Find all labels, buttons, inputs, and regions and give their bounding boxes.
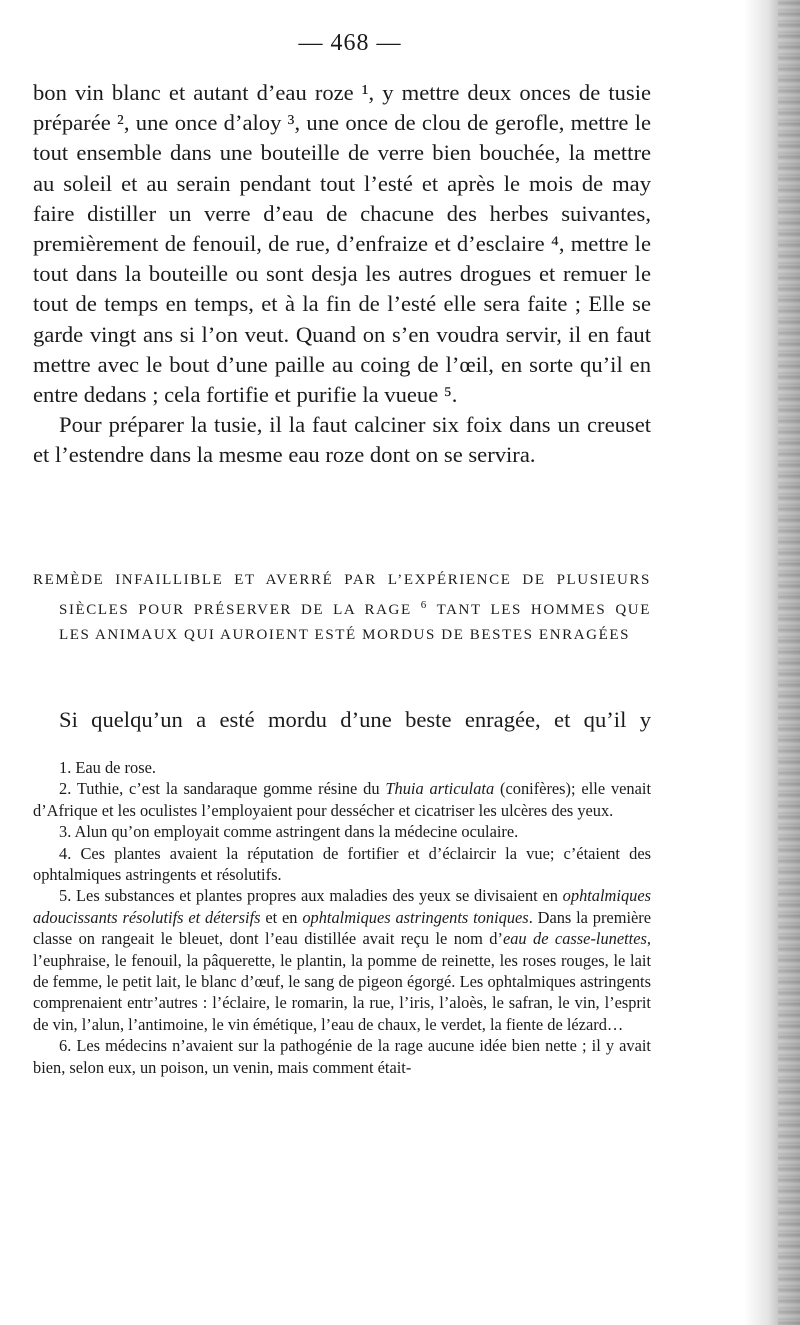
footnote-5: [33, 885, 651, 1035]
footnote-5-text-g: , l’euphraise, le fenouil, la pâquerette, le plantin, la pomme de reinette, les roses rouges, le lait de femme, le petit lait, le blanc d’œuf, le sang de pigeon égorgé. Les ophtalmiques astringents comprenaient entr’autres : l’éclaire, le romarin, la rue, l’iris, l’aloès, le safran, le vin, l’esprit de vin, l’alun, l’antimoine, le vin émétique, l’eau de chaux, le verdet, la fiente de lézard…: [33, 929, 651, 1034]
section-lead-paragraph: Si quelqu’un a esté mordu d’une beste enragée, et qu’il y: [59, 707, 651, 732]
section-heading: [33, 568, 651, 649]
main-text: [33, 78, 651, 471]
heading-part-2: TANT LES HOMMES QUE LES ANIMAUX QUI AUROIENT ESTÉ MORDUS DE BESTES ENRAGÉES: [59, 602, 651, 644]
footnote-2-text-a: 2. Tuthie, c’est la sandaraque gomme résine du: [59, 779, 386, 799]
paragraph-2: Pour préparer la tusie, il la faut calciner six foix dans un creuset et l’estendre dans la mesme eau roze dont on se servira.: [33, 412, 651, 468]
section-heading-text: [33, 568, 651, 649]
footnotes: [33, 757, 651, 1078]
page-edge-shadow: [778, 0, 800, 1325]
footnote-4: 4. Ces plantes avaient la réputation de fortifier et d’éclaircir la vue; c’étaient des ophtalmiques astringents et résolutifs.: [33, 843, 651, 885]
footnote-5-text-a: 5. Les substances et plantes propres aux maladies des yeux se divisaient en: [59, 886, 563, 906]
page-number: — 468 —: [298, 30, 402, 56]
footnote-2: [33, 778, 651, 821]
heading-footnote-ref: 6: [420, 599, 428, 612]
paragraph-1: bon vin blanc et autant d’eau roze ¹, y mettre deux onces de tusie préparée ², une once d’aloy ³, une once de clou de gerofle, mettre le tout ensemble dans une bouteille de verre bien bouchée, la mettre au soleil et au serain pendant tout l’esté et après le mois de may faire distiller un verre d’eau de chacune des herbes suivantes, premièrement de fenouil, de rue, d’enfraize et d’esclaire ⁴, mettre le tout dans la bouteille ou sont desja les autres drogues et remuer le tout de temps en temps, et à la fin de l’esté elle sera faite ; Elle se garde vingt ans si l’on veut. Quand on s’en voudra servir, il en faut mettre avec le bout d’une paille au coing de l’œil, en sorte qu’il en entre dedans ; cela fortifie et purifie la vueue ⁵.: [33, 80, 651, 408]
footnote-2-text-c: (conifères); elle venait d’Afrique et les oculistes l’employaient pour dessécher et cicatriser les ulcères des yeux.: [33, 779, 651, 820]
footnote-5-text-c: et en: [260, 907, 303, 927]
heading-part-1: REMÈDE INFAILLIBLE ET AVERRÉ PAR L’EXPÉRIENCE DE PLUSIEURS SIÈCLES POUR PRÉSERVER DE LA RAGE: [33, 572, 651, 619]
footnote-6: 6. Les médecins n’avaient sur la pathogénie de la rage aucune idée bien nette ; il y avait bien, selon eux, un poison, un venin, mais comment était-: [33, 1036, 651, 1077]
footnote-5-italic-b: ophtalmiques adoucissants résolutifs et détersifs: [33, 886, 651, 927]
footnote-5-italic-d: ophtalmiques astringents toniques: [302, 907, 529, 927]
footnote-5-text-e: . Dans la première classe on rangeait le bleuet, dont l’eau distillée avait reçu le nom d’: [33, 907, 652, 949]
footnote-2-italic: Thuia articulata: [385, 779, 495, 799]
footnote-3: 3. Alun qu’on employait comme astringent dans la médecine oculaire.: [59, 822, 519, 842]
footnote-5-italic-f: eau de casse-lunettes: [502, 929, 647, 949]
footnote-1: 1. Eau de rose.: [59, 758, 156, 777]
